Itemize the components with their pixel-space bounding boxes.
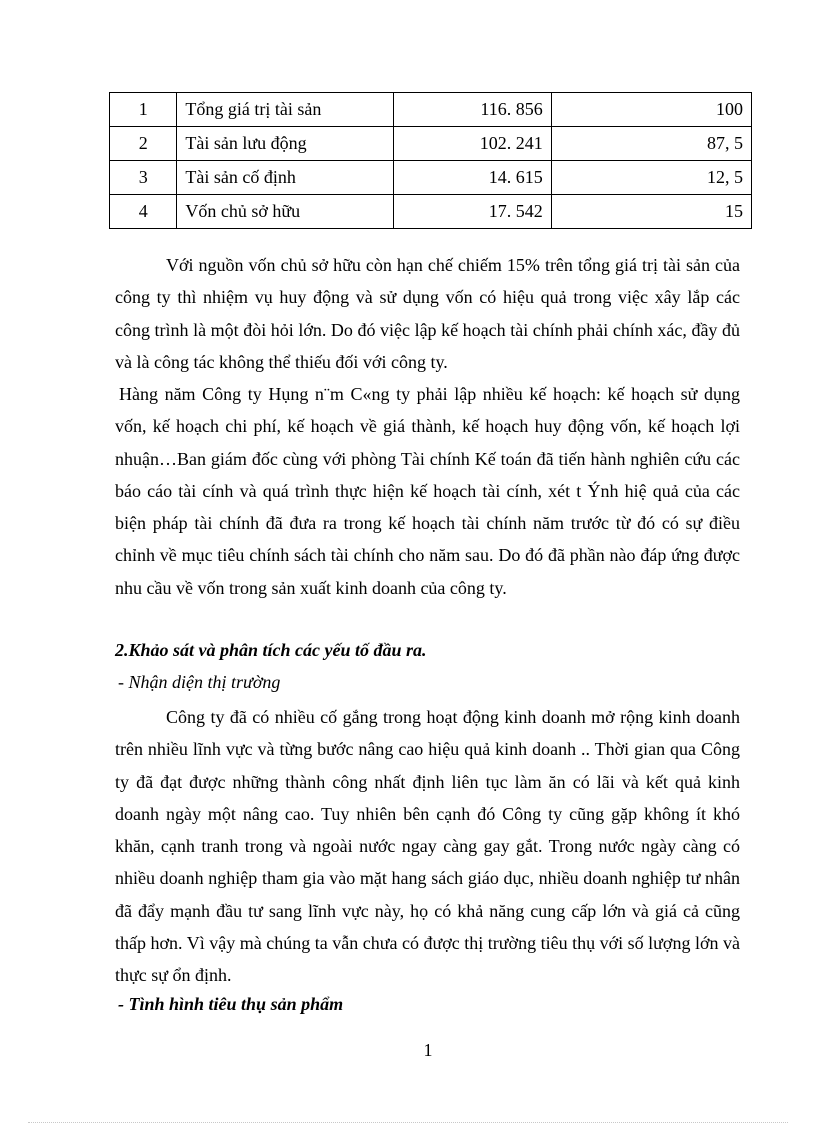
page-number: 1 — [423, 1040, 433, 1060]
table-row — [110, 127, 752, 161]
row-number: 3 — [110, 161, 177, 195]
row-percent: 100 — [551, 93, 751, 127]
row-label: Tài sản cố định — [177, 161, 393, 195]
row-percent: 15 — [551, 195, 751, 229]
row-label: Tổng giá trị tài sản — [177, 93, 393, 127]
row-number: 2 — [110, 127, 177, 161]
row-label: Tài sản lưu động — [177, 127, 393, 161]
table-row — [110, 161, 752, 195]
row-value: 14. 615 — [393, 161, 551, 195]
paragraph-annual-planning: Hàng năm Công ty Hụng n¨m C«ng ty phải lập nhiều kế hoạch: kế hoạch sử dụng vốn, kế hoạch chi phí, kế hoạch về giá thành, kế hoạch huy động vốn, kế hoạch lợi nhuận…Ban giám đốc cùng với phòng Tài chính Kế toán đã tiến hành nghiên cứu các báo cáo tài cính và quá trình thực hiện kế hoạch tài cính, xét t Ýnh hiệ quả của các biện pháp tài chính đã đưa ra trong kế hoạch tài chính năm trước từ đó có sự điều chỉnh về mục tiêu chính sách tài chính cho năm sau. Do đó đã phần nào đáp ứng được nhu cầu về vốn trong sản xuất kinh doanh của công ty. — [115, 384, 740, 598]
row-value: 116. 856 — [393, 93, 551, 127]
row-value: 17. 542 — [393, 195, 551, 229]
table-row — [110, 93, 752, 127]
row-number: 1 — [110, 93, 177, 127]
row-label: Vốn chủ sở hữu — [177, 195, 393, 229]
table-row — [110, 195, 752, 229]
asset-table — [109, 92, 752, 229]
subheading-market: - Nhận diện thị trường — [118, 672, 281, 692]
subheading-sales: - Tình hình tiêu thụ sản phẩm — [118, 994, 344, 1014]
paragraph-market: Công ty đã có nhiều cố gắng trong hoạt động kinh doanh mở rộng kinh doanh trên nhiều lĩnh vực và từng bước nâng cao hiệu quả kinh doanh .. Thời gian qua Công ty đã đạt được những thành công nhất định liên tục làm ăn có lãi và kết quả kinh doanh ngày một nâng cao. Tuy nhiên bên cạnh đó Công ty cũng gặp không ít khó khăn, cạnh tranh trong và ngoài nước ngay càng gay gắt. Trong nước ngày càng có nhiều doanh nghiệp tham gia vào mặt hang sách giáo dục, nhiều doanh nghiệp tư nhân đã đẩy mạnh đầu tư sang lĩnh vực này, họ có khả năng cung cấp lớn và giá cả cũng thấp hơn. Vì vậy mà chúng ta vẫn chưa có được thị trường tiêu thụ với số lượng lớn và thực sự ổn định. — [115, 707, 740, 986]
row-value: 102. 241 — [393, 127, 551, 161]
row-percent: 12, 5 — [551, 161, 751, 195]
row-number: 4 — [110, 195, 177, 229]
paragraph-equity: Với nguồn vốn chủ sở hữu còn hạn chế chiếm 15% trên tổng giá trị tài sản của công ty thì nhiệm vụ huy động và sử dụng vốn có hiệu quả trong việc xây lắp các công trình là một đòi hỏi lớn. Do đó việc lập kế hoạch tài chính phải chính xác, đầy đủ và là công tác không thể thiếu đối với công ty. — [115, 255, 740, 372]
section-heading: 2.Khảo sát và phân tích các yếu tố đầu ra. — [115, 640, 427, 660]
row-percent: 87, 5 — [551, 127, 751, 161]
